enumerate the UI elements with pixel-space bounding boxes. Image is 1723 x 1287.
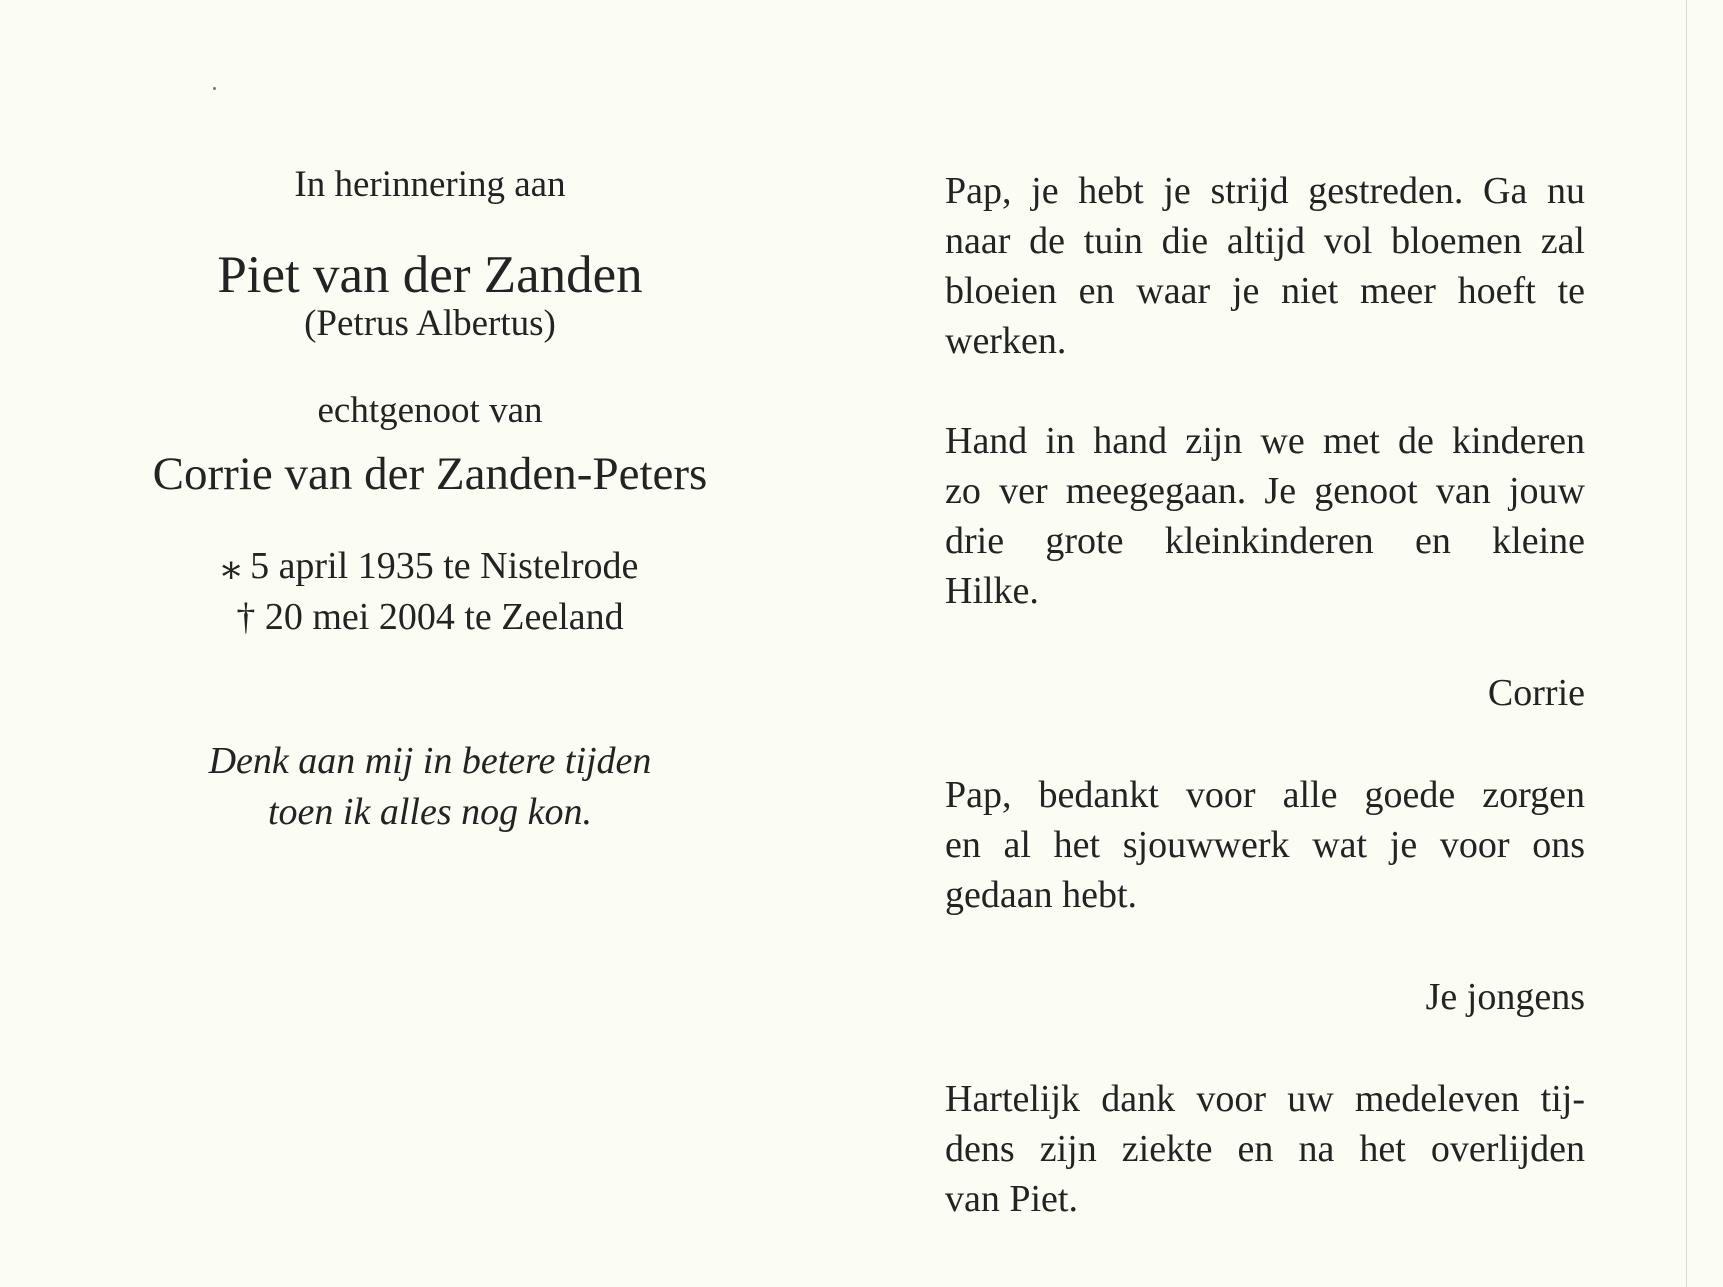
text-line: en al het sjouwwerk wat je voor ons [945, 824, 1585, 866]
paragraph-thanks-sons [945, 770, 1585, 920]
text-line: drie grote kleinkinderen en kleine [945, 520, 1585, 562]
signature-sons: Je jongens [1425, 976, 1585, 1018]
text-line: Pap, bedankt voor alle goede zorgen [945, 774, 1585, 816]
spouse-label: echtgenoot van [317, 390, 543, 431]
text-line: bloeien en waar je niet meer hoeft te [945, 270, 1585, 312]
paragraph-farewell [945, 166, 1585, 366]
text-line: Pap, je hebt je strijd gestreden. Ga nu [945, 170, 1585, 212]
life-dates [110, 541, 750, 643]
text-line: naar de tuin die altijd vol bloemen zal [945, 220, 1585, 262]
scan-speck [213, 87, 216, 90]
paragraph-hand-in-hand [945, 416, 1585, 616]
text-line: Hilke. [945, 570, 1039, 612]
text-line: gedaan hebt. [945, 874, 1138, 916]
text-line: Hand in hand zijn we met de kinderen [945, 420, 1585, 462]
text-line: Hartelijk dank voor uw medeleven tij- [945, 1078, 1585, 1120]
text-line: werken. [945, 320, 1067, 362]
spouse-name: Corrie van der Zanden-Peters [152, 448, 708, 500]
card-edge-line [1686, 0, 1687, 1287]
deceased-name: Piet van der Zanden [217, 246, 643, 304]
text-line: dens zijn ziekte en na het overlijden [945, 1128, 1585, 1170]
given-names: (Petrus Albertus) [304, 303, 556, 344]
text-line: zo ver meegegaan. Je genoot van jouw [945, 470, 1585, 512]
signature-corrie: Corrie [1487, 672, 1585, 714]
memorial-left-panel [110, 160, 750, 838]
death-date: † 20 mei 2004 te Zeeland [236, 596, 624, 638]
memorial-quote [110, 736, 750, 838]
intro-text: In herinnering aan [294, 164, 566, 205]
quote-line: Denk aan mij in betere tijden [208, 740, 652, 782]
paragraph-gratitude [945, 1074, 1585, 1224]
quote-line: toen ik alles nog kon. [268, 791, 592, 833]
memorial-right-panel [945, 166, 1585, 1224]
text-line: van Piet. [945, 1178, 1078, 1220]
birth-date: ⁎ 5 april 1935 te Nistelrode [221, 545, 639, 587]
